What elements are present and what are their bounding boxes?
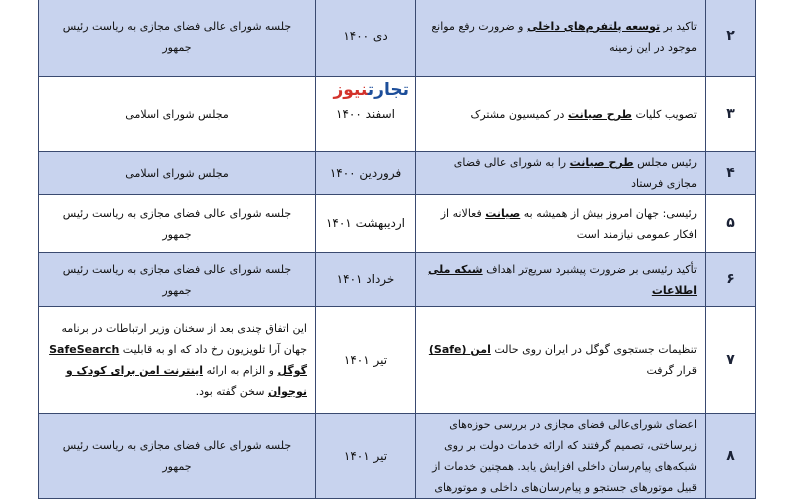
row-number: ۲ (706, 0, 756, 77)
row-number: ۳ (706, 77, 756, 152)
row-source: جلسه شورای عالی فضای مجازی به ریاست رئیس جمهور (39, 0, 316, 77)
row-source: مجلس شورای اسلامی (39, 77, 316, 152)
table-row (39, 195, 756, 253)
timeline-table (38, 0, 756, 499)
row-date: اسفند ۱۴۰۰ (316, 77, 416, 152)
table-row (39, 307, 756, 414)
row-title: رئیسی: جهان امروز بیش از همیشه به صیانت فعالانه از افکار عمومی نیازمند است (416, 195, 706, 253)
row-date: تیر ۱۴۰۱ (316, 414, 416, 499)
row-date: فروردین ۱۴۰۰ (316, 152, 416, 195)
row-source: مجلس شورای اسلامی (39, 152, 316, 195)
table-row (39, 414, 756, 499)
row-number: ۴ (706, 152, 756, 195)
row-title: تنظیمات جستجوی گوگل در ایران روی حالت امن (Safe) قرار گرفت (416, 307, 706, 414)
row-title: رئیس مجلس طرح صیانت را به شورای عالی فضای مجازی فرستاد (416, 152, 706, 195)
table-row (39, 152, 756, 195)
row-number: ۷ (706, 307, 756, 414)
row-number: ۶ (706, 253, 756, 307)
row-number: ۸ (706, 414, 756, 499)
table-row (39, 0, 756, 77)
row-source: این اتفاق چندی بعد از سخنان وزیر ارتباطات در برنامه جهان آرا تلویزیون رخ داد که او به قابلیت SafeSearch گوگل و الزام به ارائه اینترنت امن برای کودک و نوجوان سخن گفته بود. (39, 307, 316, 414)
row-title: تاکید بر توسعه پلتفرم‌های داخلی و ضرورت رفع موانع موجود در این زمینه (416, 0, 706, 77)
row-date: دی ۱۴۰۰ (316, 0, 416, 77)
row-source: جلسه شورای عالی فضای مجازی به ریاست رئیس جمهور (39, 414, 316, 499)
row-number: ۵ (706, 195, 756, 253)
row-title: تأکید رئیسی بر ضرورت پیشبرد سریع‌تر اهداف شبکه ملی اطلاعات (416, 253, 706, 307)
row-title: تصویب کلیات طرح صیانت در کمیسیون مشترک (416, 77, 706, 152)
row-source: جلسه شورای عالی فضای مجازی به ریاست رئیس جمهور (39, 195, 316, 253)
row-date: اردیبهشت ۱۴۰۱ (316, 195, 416, 253)
table-row (39, 253, 756, 307)
row-date: تیر ۱۴۰۱ (316, 307, 416, 414)
row-title: اعضای شورای‌عالی فضای مجازی در بررسی حوزه‌های زیرساختی، تصمیم گرفتند که ارائه خدمات دولت بر روی شبکه‌های پیام‌رسان داخلی افزایش یابد. همچنین خدمات از قبیل موتورهای جستجو و پیام‌رسان‌های داخلی و موتورهای (416, 414, 706, 499)
row-date: خرداد ۱۴۰۱ (316, 253, 416, 307)
tejaratnews-logo: تجارتنیوز (333, 80, 409, 100)
row-source: جلسه شورای عالی فضای مجازی به ریاست رئیس جمهور (39, 253, 316, 307)
